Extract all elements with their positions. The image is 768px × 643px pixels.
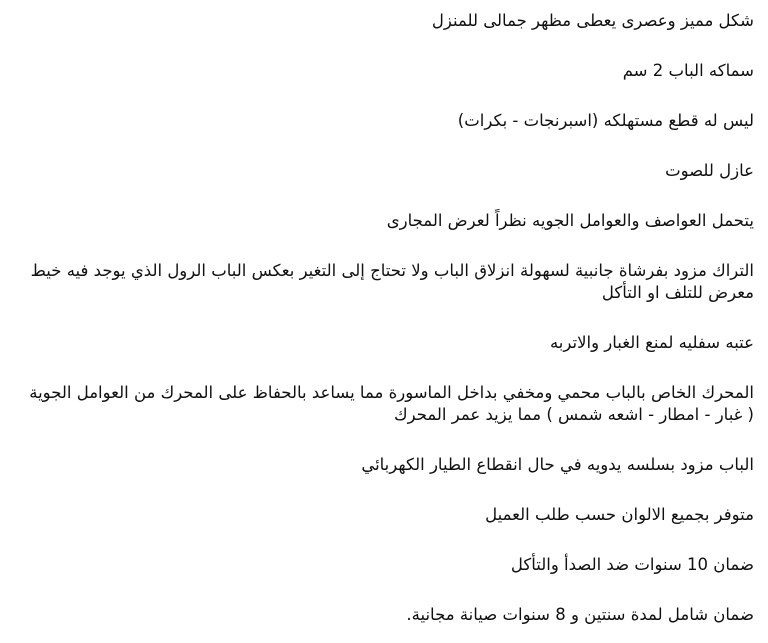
feature-item: يتحمل العواصف والعوامل الجويه نظراً لعرض المجارى xyxy=(386,211,754,230)
feature-item: عتبه سفليه لمنع الغبار والاتربه xyxy=(549,333,754,352)
feature-item: عازل للصوت xyxy=(665,161,754,180)
feature-item: التراك مزود بفرشاة جانبية لسهولة انزلاق الباب ولا تحتاج إلى التغير بعكس الباب الرول الذي يوجد فيه خيط معرض للتلف او التأكل xyxy=(30,261,754,302)
feature-item: متوفر بجميع الالوان حسب طلب العميل xyxy=(485,505,754,524)
feature-item: ضمان شامل لمدة سنتين و 8 سنوات صيانة مجانية. xyxy=(406,605,754,624)
feature-item: الباب مزود بسلسه يدويه في حال انقطاع الطيار الكهربائي xyxy=(361,455,754,474)
feature-item: سماكه الباب 2 سم xyxy=(622,61,754,80)
feature-item: شكل مميز وعصرى يعطى مظهر جمالى للمنزل xyxy=(431,11,754,30)
feature-item: ضمان 10 سنوات ضد الصدأ والتأكل xyxy=(510,555,754,574)
feature-item: ليس له قطع مستهلكه (اسبرنجات - بكرات) xyxy=(457,111,754,130)
feature-item: المحرك الخاص بالباب محمي ومخفي بداخل الماسورة مما يساعد بالحفاظ على المحرك من العوامل الجوية ( غبار - امطار - اشعه شمس ) مما يزيد عمر المحرك xyxy=(29,383,754,424)
